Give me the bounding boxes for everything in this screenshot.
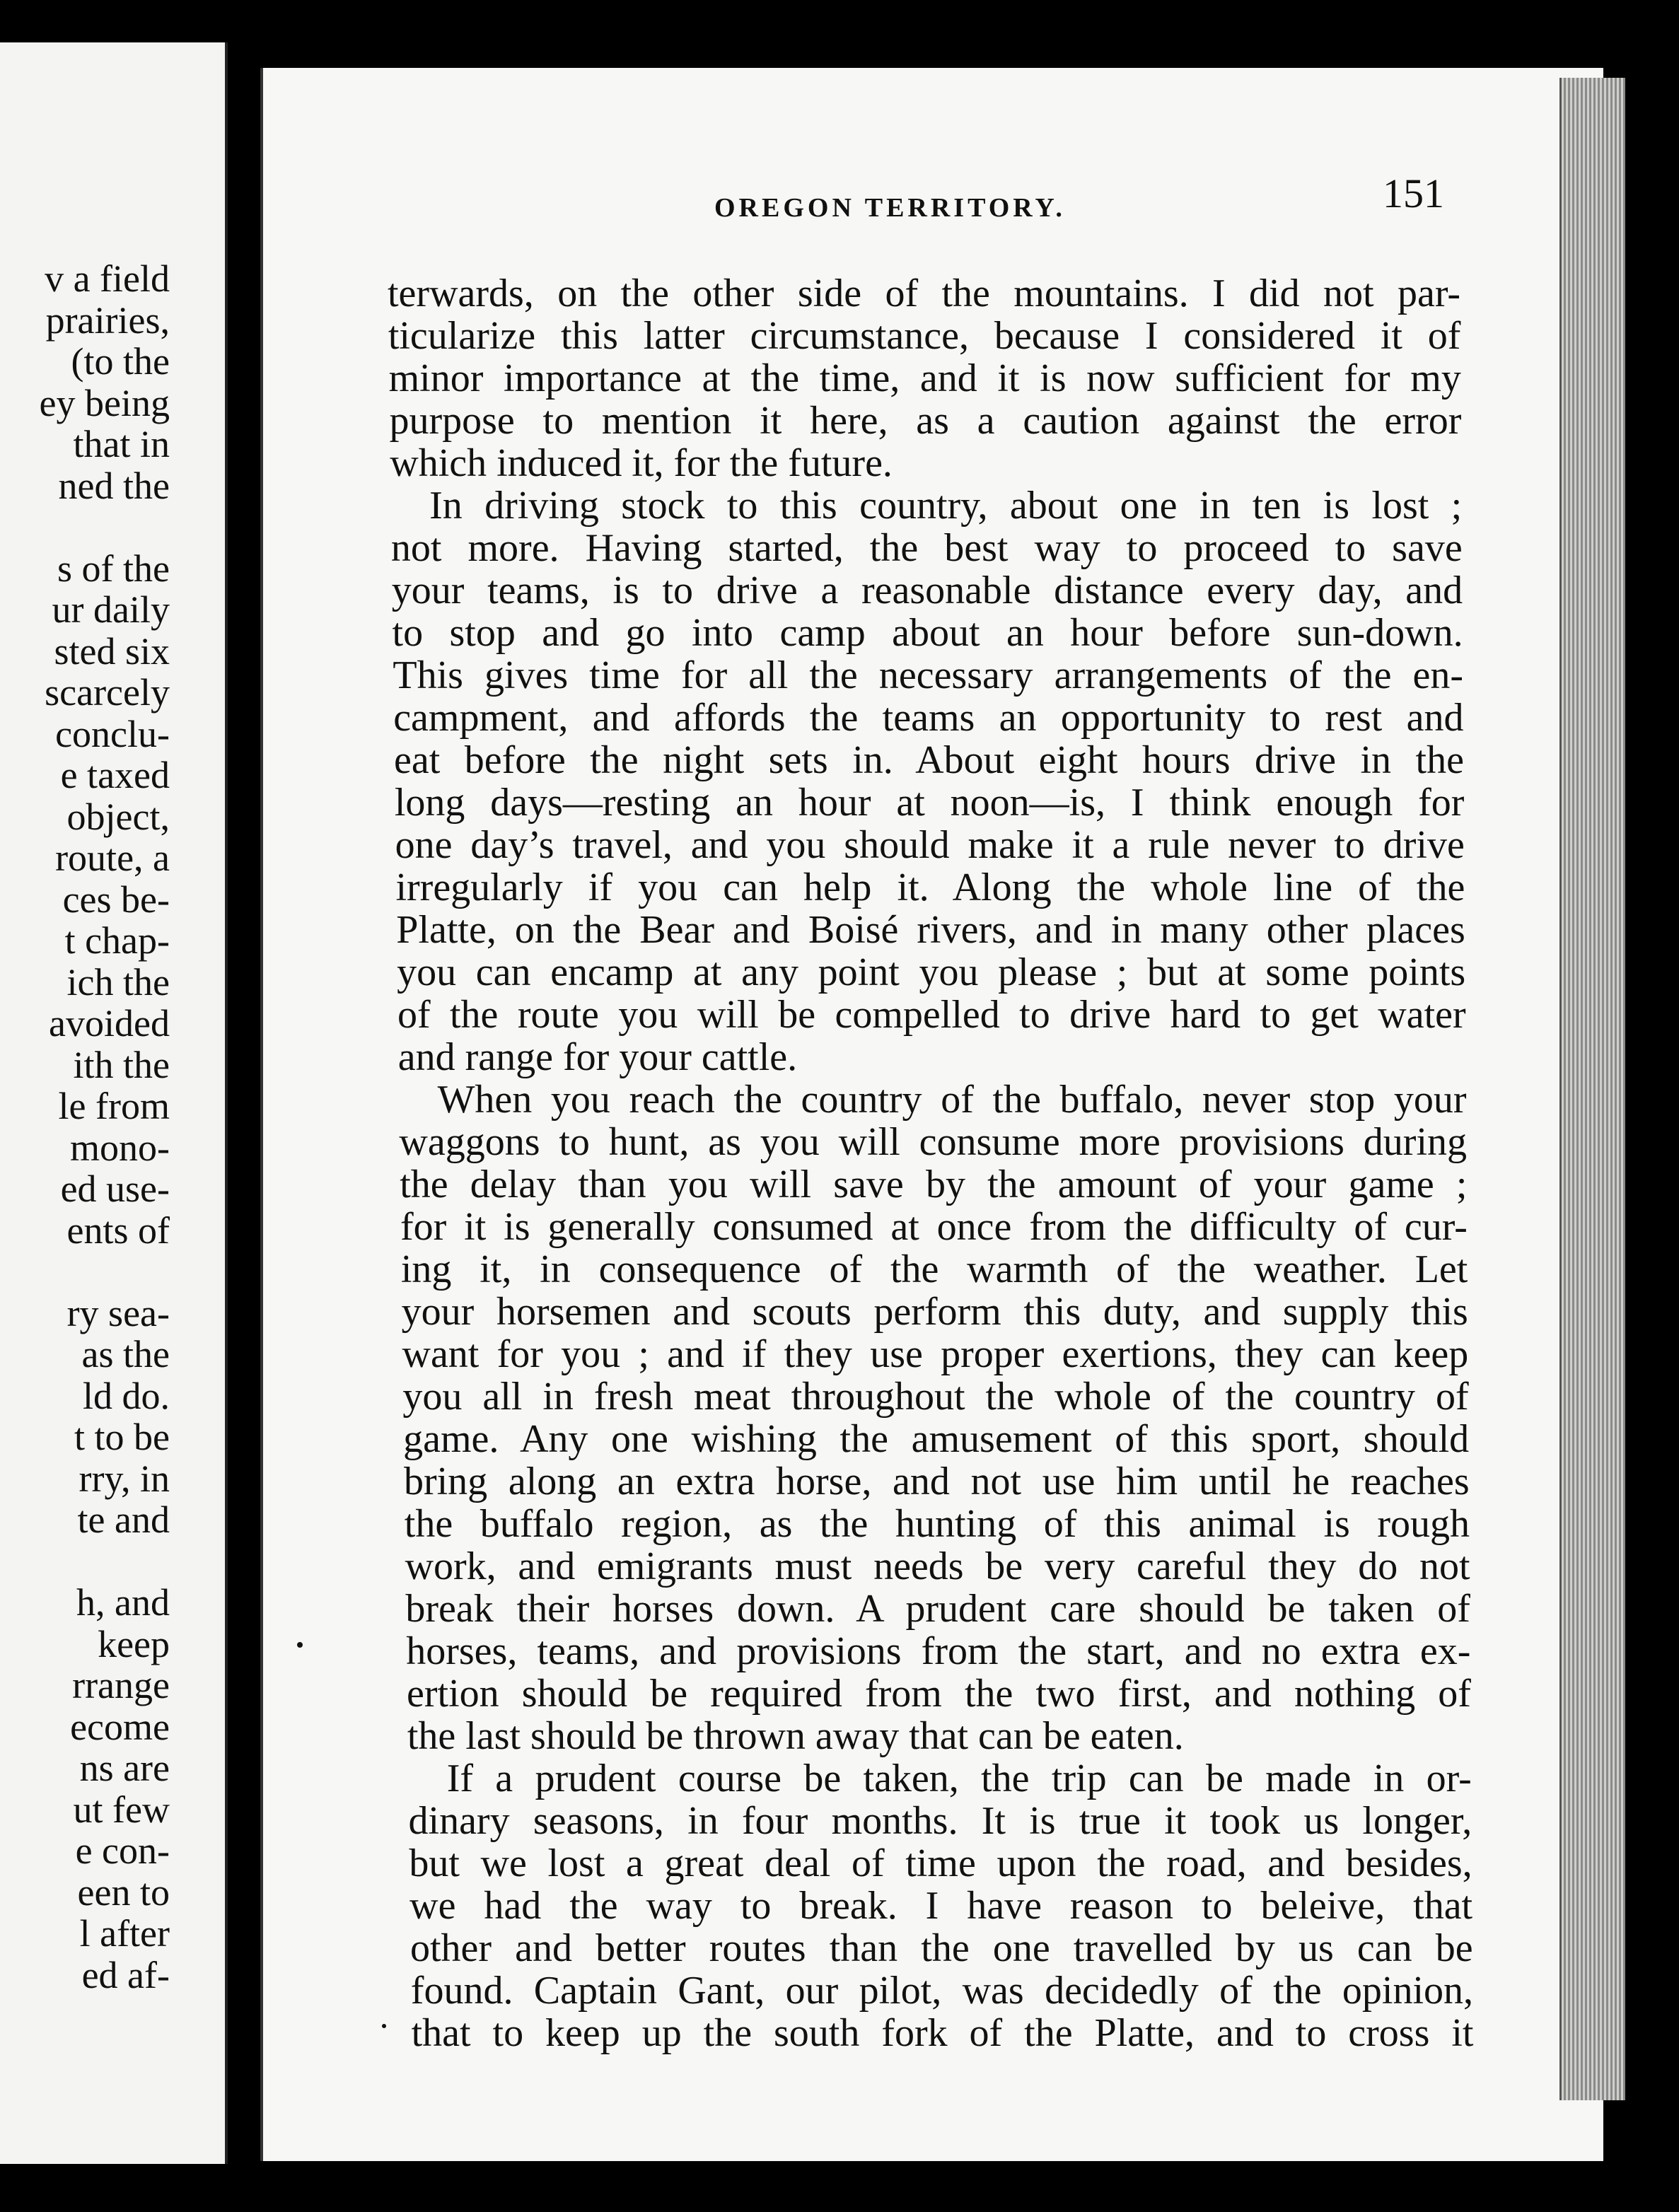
- text-line: In driving stock to this country, about one in ten is lost ;: [429, 484, 1463, 528]
- facing-page-line: te and: [77, 1498, 170, 1541]
- text-line: your teams, is to drive a reasonable distance every day, and: [391, 569, 1463, 612]
- text-line: you all in fresh meat throughout the whole of the country of: [402, 1375, 1469, 1419]
- facing-page-line: ents of: [66, 1209, 170, 1252]
- facing-page-line: een to: [77, 1870, 170, 1914]
- facing-page: [0, 42, 228, 2164]
- facing-page-line: ns are: [79, 1747, 170, 1789]
- facing-page-line: as the: [81, 1333, 170, 1375]
- facing-page-line: route, a: [55, 837, 170, 879]
- text-line: the buffalo region, as the hunting of this animal is rough: [404, 1502, 1470, 1546]
- text-line: want for you ; and if they use proper exertions, they can keep: [402, 1332, 1469, 1376]
- text-line: bring along an extra horse, and not use him until he reaches: [403, 1460, 1470, 1503]
- facing-page-line: v a field: [45, 257, 170, 300]
- facing-page-line: (to the: [71, 340, 170, 383]
- facing-page-line: rrange: [72, 1664, 170, 1706]
- text-line: for it is generally consumed at once from the difficulty of cur-: [400, 1205, 1468, 1249]
- text-line: minor importance at the time, and it is now sufficient for my: [388, 356, 1461, 400]
- text-line: game. Any one wishing the amusement of this sport, should: [403, 1417, 1470, 1461]
- text-line: not more. Having started, the best way to proceed to save: [390, 526, 1463, 570]
- running-head: OREGON TERRITORY.: [714, 193, 1066, 223]
- text-line: of the route you will be compelled to drive hard to get water: [397, 993, 1466, 1037]
- facing-page-line: t chap-: [64, 919, 170, 962]
- facing-page-line: e taxed: [60, 754, 170, 796]
- text-line: we had the way to break. I have reason to beleive, that: [409, 1884, 1473, 1928]
- facing-page-line: rry, in: [79, 1457, 170, 1500]
- text-line: to stop and go into camp about an hour before sun-down.: [392, 611, 1463, 655]
- facing-page-line: ecome: [70, 1705, 170, 1748]
- text-line: the last should be thrown away that can be eaten.: [407, 1714, 1184, 1758]
- facing-page-line: ith the: [73, 1043, 170, 1086]
- text-line: terwards, on the other side of the mountains. I did not par-: [388, 272, 1460, 315]
- text-line: ticularize this latter circumstance, because I considered it of: [388, 314, 1461, 358]
- facing-page-line: e con-: [75, 1829, 170, 1872]
- text-line: break their horses down. A prudent care should be taken of: [405, 1587, 1470, 1631]
- facing-page-line: s of the: [57, 547, 170, 590]
- facing-page-line: avoided: [49, 1002, 170, 1044]
- text-line: campment, and affords the teams an opportunity to rest and: [393, 696, 1464, 740]
- facing-page-line: mono-: [70, 1126, 170, 1169]
- text-line: irregularly if you can help it. Along the whole line of the: [395, 866, 1465, 909]
- facing-page-line: ld do.: [82, 1374, 170, 1417]
- text-line: and range for your cattle.: [397, 1035, 798, 1079]
- text-line: purpose to mention it here, as a caution against the error: [389, 399, 1462, 443]
- text-line: but we lost a great deal of time upon the road, and besides,: [409, 1841, 1472, 1885]
- facing-page-line: keep: [98, 1622, 170, 1665]
- facing-page-line: conclu-: [55, 712, 170, 755]
- facing-page-line: ey being: [39, 381, 170, 424]
- text-line: your horsemen and scouts perform this duty, and supply this: [401, 1290, 1468, 1334]
- text-line: ing it, in consequence of the warmth of the weather. Let: [400, 1247, 1468, 1291]
- facing-page-line: sted six: [54, 629, 170, 673]
- facing-page-line: ut few: [73, 1788, 170, 1831]
- page-number: 151: [1383, 170, 1444, 216]
- facing-page-line: h, and: [76, 1581, 170, 1624]
- facing-page-line: ned the: [58, 464, 170, 507]
- facing-page-line: ed use-: [60, 1168, 170, 1210]
- page-edges: [1559, 78, 1625, 2100]
- facing-page-line: scarcely: [45, 671, 170, 714]
- text-line: If a prudent course be taken, the trip can be made in or-: [446, 1757, 1472, 1800]
- text-line: dinary seasons, in four months. It is true it took us longer,: [408, 1799, 1472, 1843]
- facing-page-line: ur daily: [52, 588, 170, 631]
- text-line: other and better routes than the one travelled by us can be: [409, 1926, 1473, 1970]
- text-line: that to keep up the south fork of the Platte, and to cross it: [411, 2011, 1474, 2055]
- facing-page-line: l after: [79, 1912, 170, 1955]
- facing-page-line: le from: [58, 1085, 170, 1127]
- facing-page-line: that in: [73, 423, 170, 465]
- text-line: Platte, on the Bear and Boisé rivers, and in many other places: [396, 908, 1465, 952]
- text-line: long days—resting an hour at noon—is, I think enough for: [394, 781, 1465, 825]
- text-line: found. Captain Gant, our pilot, was decidedly of the opinion,: [410, 1969, 1474, 2013]
- text-line: When you reach the country of the buffalo, never stop your: [437, 1078, 1467, 1122]
- text-line: horses, teams, and provisions from the start, and no extra ex-: [406, 1629, 1471, 1673]
- text-line: the delay than you will save by the amount of your game ;: [400, 1163, 1468, 1206]
- facing-page-line: t to be: [74, 1416, 170, 1458]
- text-line: ertion should be required from the two first, and nothing of: [407, 1672, 1471, 1716]
- text-line: waggons to hunt, as you will consume more provisions during: [399, 1120, 1467, 1164]
- facing-page-line: ich the: [66, 960, 170, 1003]
- facing-page-line: ed af-: [81, 1953, 170, 1996]
- facing-page-line: ry sea-: [66, 1291, 170, 1334]
- ink-speck: [382, 2024, 386, 2028]
- ink-speck: [297, 1642, 303, 1648]
- text-line: eat before the night sets in. About eight hours drive in the: [394, 738, 1464, 782]
- facing-page-line: ces be-: [62, 878, 170, 921]
- text-line: one day’s travel, and you should make it a rule never to drive: [395, 823, 1465, 867]
- text-line: work, and emigrants must needs be very careful they do not: [405, 1544, 1470, 1588]
- text-line: This gives time for all the necessary arrangements of the en-: [393, 653, 1464, 697]
- facing-page-line: object,: [66, 795, 170, 838]
- facing-page-line: prairies,: [45, 298, 170, 342]
- text-line: you can encamp at any point you please ; but at some points: [397, 950, 1466, 994]
- text-line: which induced it, for the future.: [390, 441, 893, 485]
